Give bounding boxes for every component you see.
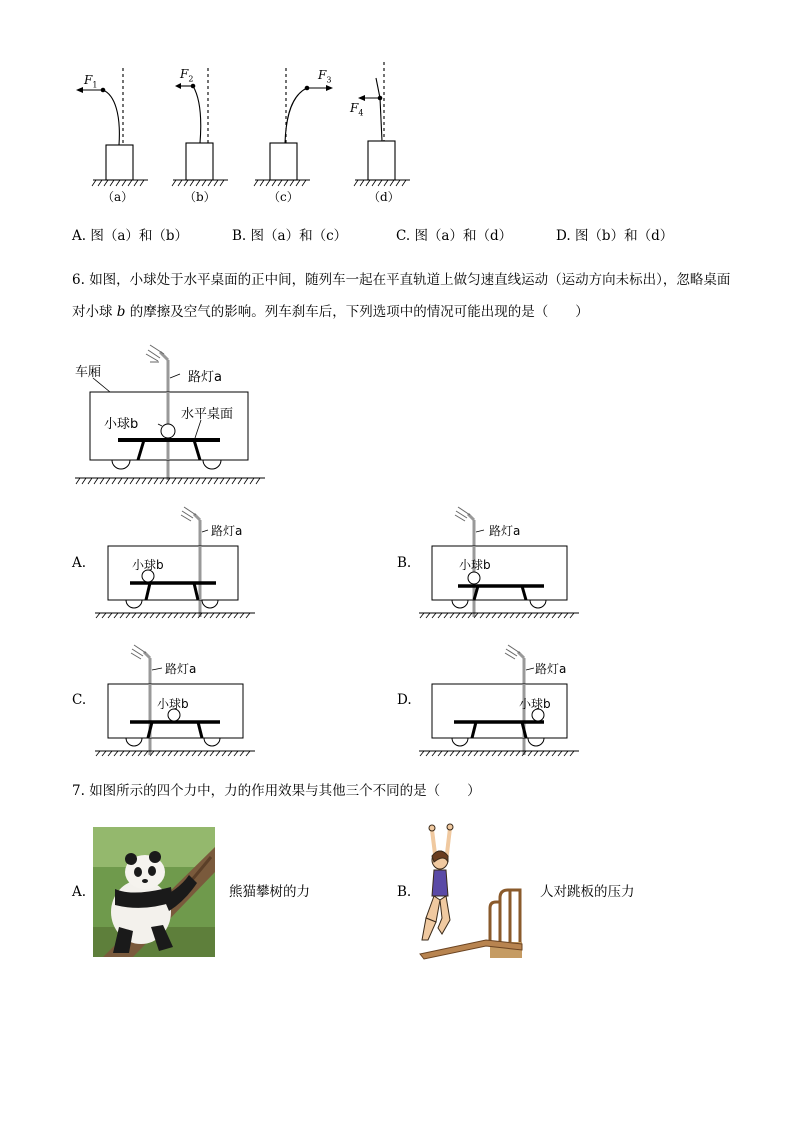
q6-option-d-letter[interactable]: D. [397, 692, 412, 708]
figure-caption-b: （b） [184, 190, 216, 204]
force-label-f1: $F_1$ [84, 73, 98, 90]
figure-caption-d: （d） [368, 190, 400, 204]
q5-option-d[interactable]: D. 图（b）和（d） [556, 228, 674, 244]
q7-option-a-letter[interactable]: A. [72, 884, 87, 900]
diver-image[interactable] [416, 822, 526, 962]
q5-option-a[interactable]: A. 图（a）和（b） [72, 228, 189, 244]
q7-option-b-letter[interactable]: B. [397, 884, 412, 900]
q6-option-c-ball-label: 小球b [157, 697, 189, 711]
q6-option-b-figure[interactable] [414, 500, 584, 625]
q6-option-c-lamp-label: 路灯a [165, 662, 197, 676]
label-car: 车厢 [75, 365, 102, 380]
label-table: 水平桌面 [181, 407, 234, 422]
force-label-f4: $F_4$ [350, 101, 364, 118]
force-label-f2: $F_2$ [180, 67, 194, 84]
q6-option-a-ball-label: 小球b [132, 558, 164, 572]
force-label-f3: $F_3$ [318, 68, 332, 85]
q6-option-a-letter[interactable]: A. [72, 555, 87, 571]
q5-figures [0, 0, 794, 215]
q6-option-c-letter[interactable]: C. [72, 692, 87, 708]
q6-option-d-lamp-label: 路灯a [535, 662, 567, 676]
figure-caption-c: （c） [268, 190, 299, 204]
q6-option-a-figure[interactable] [90, 500, 260, 625]
q6-option-b-letter[interactable]: B. [397, 555, 412, 571]
q7-stem: 7. 如图所示的四个力中，力的作用效果与其他三个不同的是（ ） [72, 783, 481, 799]
label-lamp: 路灯a [188, 370, 222, 385]
q5-option-c[interactable]: C. 图（a）和（d） [396, 228, 513, 244]
q6-option-d-ball-label: 小球b [519, 697, 551, 711]
q7-option-b-caption: 人对跳板的压力 [540, 884, 635, 900]
q6-option-a-lamp-label: 路灯a [211, 524, 243, 538]
label-ball: 小球b [104, 417, 139, 432]
q5-option-b[interactable]: B. 图（a）和（c） [232, 228, 348, 244]
q7-option-a-caption: 熊猫攀树的力 [229, 884, 310, 900]
panda-image[interactable] [93, 827, 215, 957]
q6-stem: 6. 如图，小球处于水平桌面的正中间，随列车一起在平直轨道上做匀速直线运动（运动方向未标出），忽略桌面对小球 b 的摩擦及空气的影响。列车刹车后，下列选项中的情况可能出现的是（ ） [72, 272, 731, 320]
figure-caption-a: （a） [102, 190, 134, 204]
q6-option-b-lamp-label: 路灯a [489, 524, 521, 538]
q6-option-b-ball-label: 小球b [459, 558, 491, 572]
q6-option-d-figure[interactable] [414, 638, 584, 763]
